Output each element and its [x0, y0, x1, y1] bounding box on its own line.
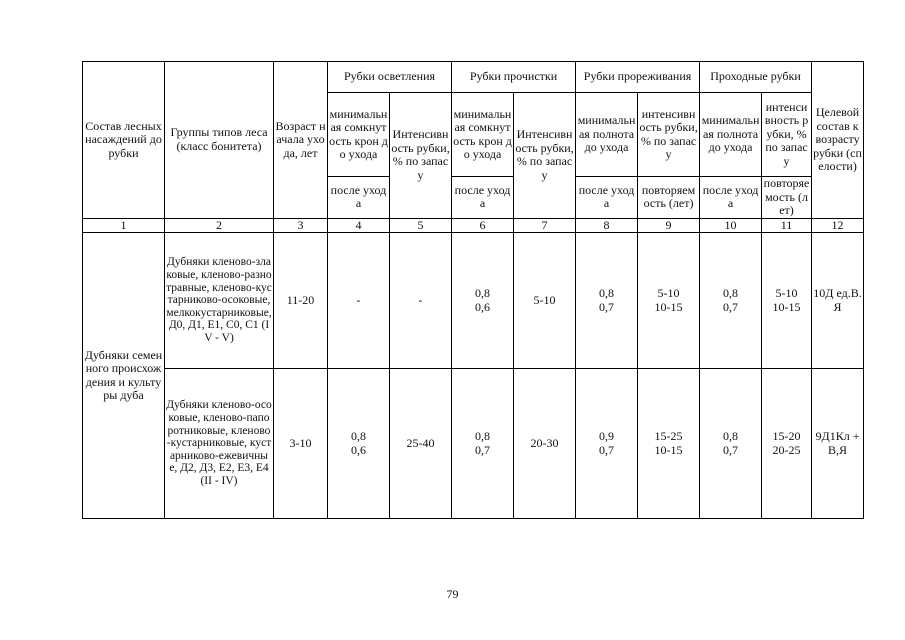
cell-c5: 25-40: [390, 369, 452, 519]
header-thinning-cuts: Рубки прореживания: [576, 62, 700, 93]
value-bottom: 10-15: [654, 442, 683, 457]
value-top: 0,8: [723, 286, 739, 300]
value-top: 0,8: [475, 429, 491, 443]
cell-c8: [576, 369, 638, 519]
header-start-age: Возраст начала ухода, лет: [274, 62, 328, 219]
header-after-care-4: после ухода: [700, 177, 762, 219]
col-number: 12: [812, 218, 864, 233]
col-number: 10: [700, 218, 762, 233]
cell-c7: 5-10: [514, 233, 576, 369]
cell-c12: 9Д1Кл +В,Я: [812, 369, 864, 519]
header-intensity-1: Интенсивность рубки, % по запасу: [390, 93, 452, 219]
cell-c8: [576, 233, 638, 369]
header-min-density-3: минимальная полнота до ухода: [576, 93, 638, 177]
header-intensity-2: Интенсивность рубки, % по запасу: [514, 93, 576, 219]
cell-c6: [452, 233, 514, 369]
header-min-closure-1: минимальная сомкнутость крон до ухода: [328, 93, 390, 177]
value-bottom: 10-15: [654, 299, 683, 314]
header-passing-cuts: Проходные рубки: [700, 62, 812, 93]
table-row: [83, 233, 864, 369]
composition-cell: Дубняки семенного происхождения и культуры дуба: [83, 233, 165, 519]
cell-c11: [762, 233, 812, 369]
forest-group-cell: Дубняки кленово-злаковые, кленово-разнотравные, кленово-кустарниково-осоковые, мелкокустарниковые, Д0, Д1, Е1, С0, С1 (IV - V): [165, 233, 274, 369]
page-number: 79: [446, 587, 459, 601]
header-lightening-cuts: Рубки осветления: [328, 62, 452, 93]
header-intensity-3: интенсивность рубки, % по запасу: [638, 93, 700, 177]
col-number: 4: [328, 218, 390, 233]
value-top: 0,8: [599, 286, 615, 300]
col-number: 2: [165, 218, 274, 233]
header-cleaning-cuts: Рубки прочистки: [452, 62, 576, 93]
cell-c4: -: [328, 233, 390, 369]
col-number: 3: [274, 218, 328, 233]
value-bottom: 0,7: [723, 299, 739, 314]
cell-c6: [452, 369, 514, 519]
header-repeat-4: повторяемость (лет): [762, 177, 812, 219]
header-after-care-2: после ухода: [452, 177, 514, 219]
cell-c10: [700, 233, 762, 369]
header-forest-groups: Группы типов леса (класс бонитета): [165, 62, 274, 219]
header-min-closure-2: минимальная сомкнутость крон до ухода: [452, 93, 514, 177]
value-bottom: 20-25: [772, 442, 801, 457]
value-bottom: 0,6: [475, 299, 491, 314]
cell-c7: 20-30: [514, 369, 576, 519]
value-top: 15-20: [772, 429, 801, 443]
forest-group-cell: Дубняки кленово-осоковые, кленово-папоротниковые, кленово-кустарниковые, кустарниково-ежевичные, Д2, Д3, Е2, Е3, Е4 (II - IV): [165, 369, 274, 519]
col-number: 7: [514, 218, 576, 233]
value-bottom: 10-15: [772, 299, 801, 314]
col-number: 5: [390, 218, 452, 233]
thinning-table: [82, 61, 864, 519]
value-top: 0,9: [599, 429, 615, 443]
table-row: [83, 369, 864, 519]
header-min-density-4: минимальная полнота до ухода: [700, 93, 762, 177]
header-target-composition: Целевой состав к возрасту рубки (спелости): [812, 62, 864, 219]
value-top: 15-25: [654, 429, 683, 443]
header-after-care-3: после ухода: [576, 177, 638, 219]
col-number: 11: [762, 218, 812, 233]
header-intensity-4: интенсивность рубки, % по запасу: [762, 93, 812, 177]
cell-c9: [638, 369, 700, 519]
header-after-care-1: после ухода: [328, 177, 390, 219]
cell-c11: [762, 369, 812, 519]
cell-c4: [328, 369, 390, 519]
cell-c5: -: [390, 233, 452, 369]
col-number: 6: [452, 218, 514, 233]
cell-c9: [638, 233, 700, 369]
value-top: 5-10: [657, 286, 680, 300]
value-top: 0,8: [351, 429, 366, 443]
value-bottom: 0,7: [475, 442, 491, 457]
value-bottom: 0,6: [351, 442, 366, 457]
value-top: 5-10: [775, 286, 798, 300]
col-number: 8: [576, 218, 638, 233]
col-number: 1: [83, 218, 165, 233]
cell-c12: 10Д ед.В.Я: [812, 233, 864, 369]
header-repeat-3: повторяемость (лет): [638, 177, 700, 219]
value-top: 0,8: [723, 429, 739, 443]
col-number: 9: [638, 218, 700, 233]
value-bottom: 0,7: [599, 299, 615, 314]
value-top: 0,8: [475, 286, 491, 300]
start-age-cell: 11-20: [274, 233, 328, 369]
header-composition: Состав лесных насаждений до рубки: [83, 62, 165, 219]
start-age-cell: 3-10: [274, 369, 328, 519]
cell-c10: [700, 369, 762, 519]
value-bottom: 0,7: [599, 442, 615, 457]
value-bottom: 0,7: [723, 442, 739, 457]
